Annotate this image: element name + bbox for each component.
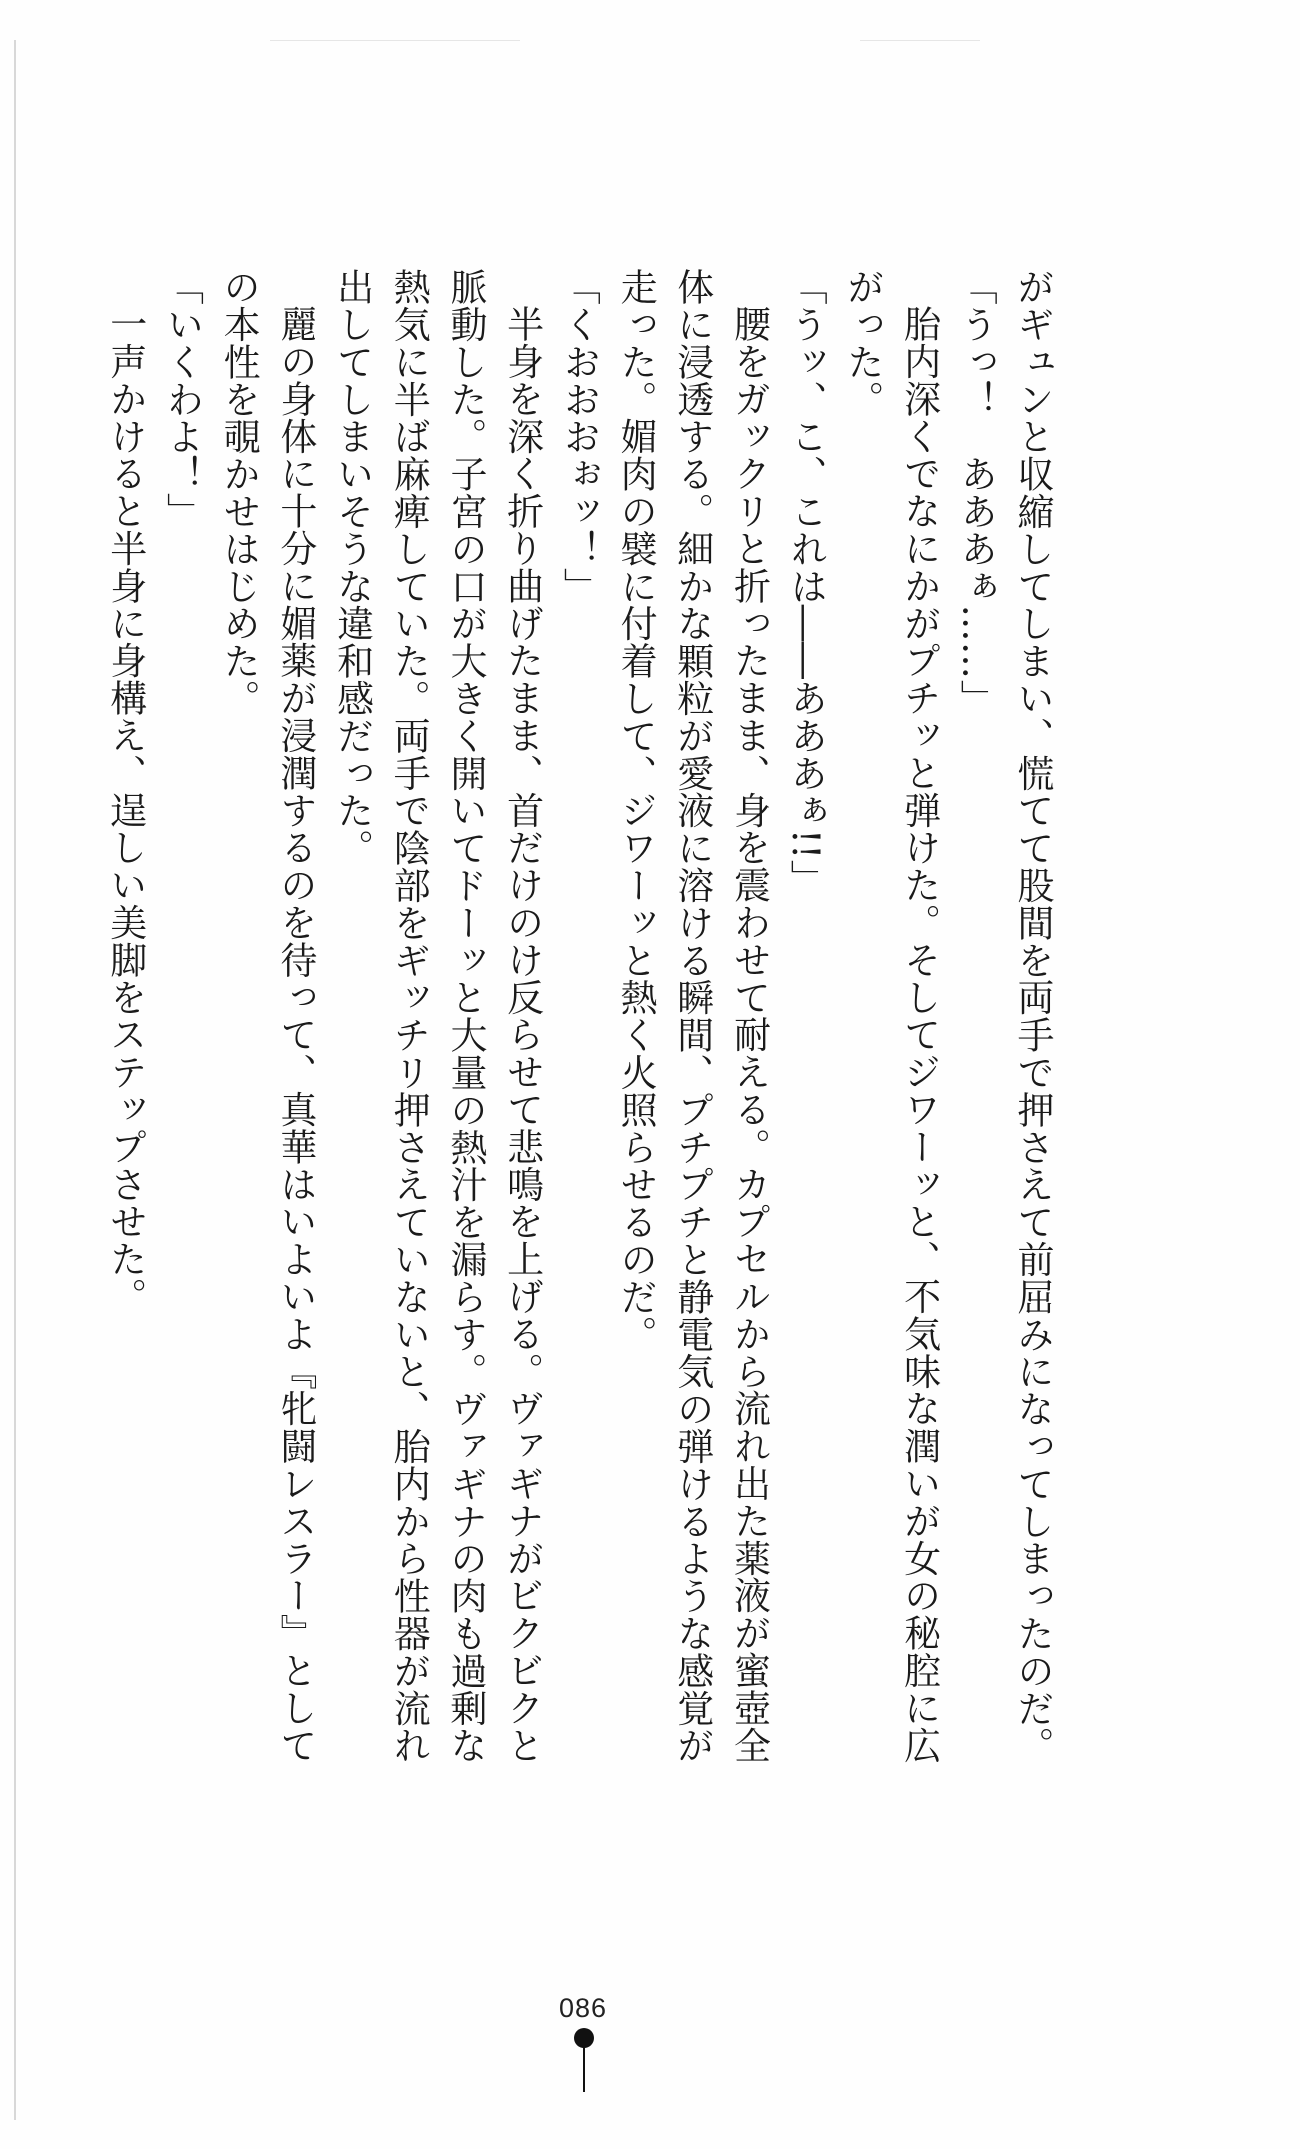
text-line: 半身を深く折り曲げたまま、首だけのけ反らせて悲鳴を上げる。ヴァギナがビクビクと xyxy=(500,305,544,1764)
dialogue-line: 「くおおおぉッ！」 xyxy=(557,268,601,605)
page-number: 086 xyxy=(558,1993,608,2023)
text-line: がギュンと収縮してしまい、慌てて股間を両手で押さえて前屈みになってしまったのだ。 xyxy=(1011,268,1054,1764)
text-line: の本性を覗かせはじめた。 xyxy=(217,268,261,717)
text-line: 出してしまいそうな違和感だった。 xyxy=(330,268,374,867)
dialogue-line: 「いくわよ！」 xyxy=(160,268,204,530)
dialogue-line: 「うっ！ あああぁ……」 xyxy=(954,268,998,717)
text-line: 腰をガックリと折ったまま、身を震わせて耐える。カプセルから流れ出た薬液が蜜壺全 xyxy=(727,305,771,1764)
text-line: 熱気に半ば麻痺していた。両手で陰部をギッチリ押さえていないと、胎内から性器が流れ xyxy=(387,268,431,1764)
text-line: 走った。媚肉の襞に付着して、ジワーッと熱く火照らせるのだ。 xyxy=(614,268,658,1353)
dialogue-line: 「うッ、こ、これは――あああぁ!!」 xyxy=(784,268,828,897)
text-line: がった。 xyxy=(840,268,884,418)
text-line: 一声かけると半身に身構え、逞しい美脚をステップさせた。 xyxy=(103,305,147,1315)
scan-mark xyxy=(860,40,980,41)
text-line: 胎内深くでなにかがプチッと弾けた。そしてジワーッと、不気味な潤いが女の秘腔に広 xyxy=(897,305,941,1764)
scan-mark xyxy=(270,40,520,41)
page-edge-line xyxy=(14,40,16,2120)
text-line: 脈動した。子宮の口が大きく開いてドーッと大量の熱汁を漏らす。ヴァギナの肉も過剰な xyxy=(443,268,487,1764)
text-line: 麗の身体に十分に媚薬が浸潤するのを待って、真華はいよいよ『牝闘レスラー』として xyxy=(273,305,317,1764)
text-line: 体に浸透する。細かな顆粒が愛液に溶ける瞬間、プチプチと静電気の弾けるような感覚が xyxy=(670,268,714,1764)
body-text xyxy=(96,268,1060,1828)
folio-stem xyxy=(583,2040,585,2092)
